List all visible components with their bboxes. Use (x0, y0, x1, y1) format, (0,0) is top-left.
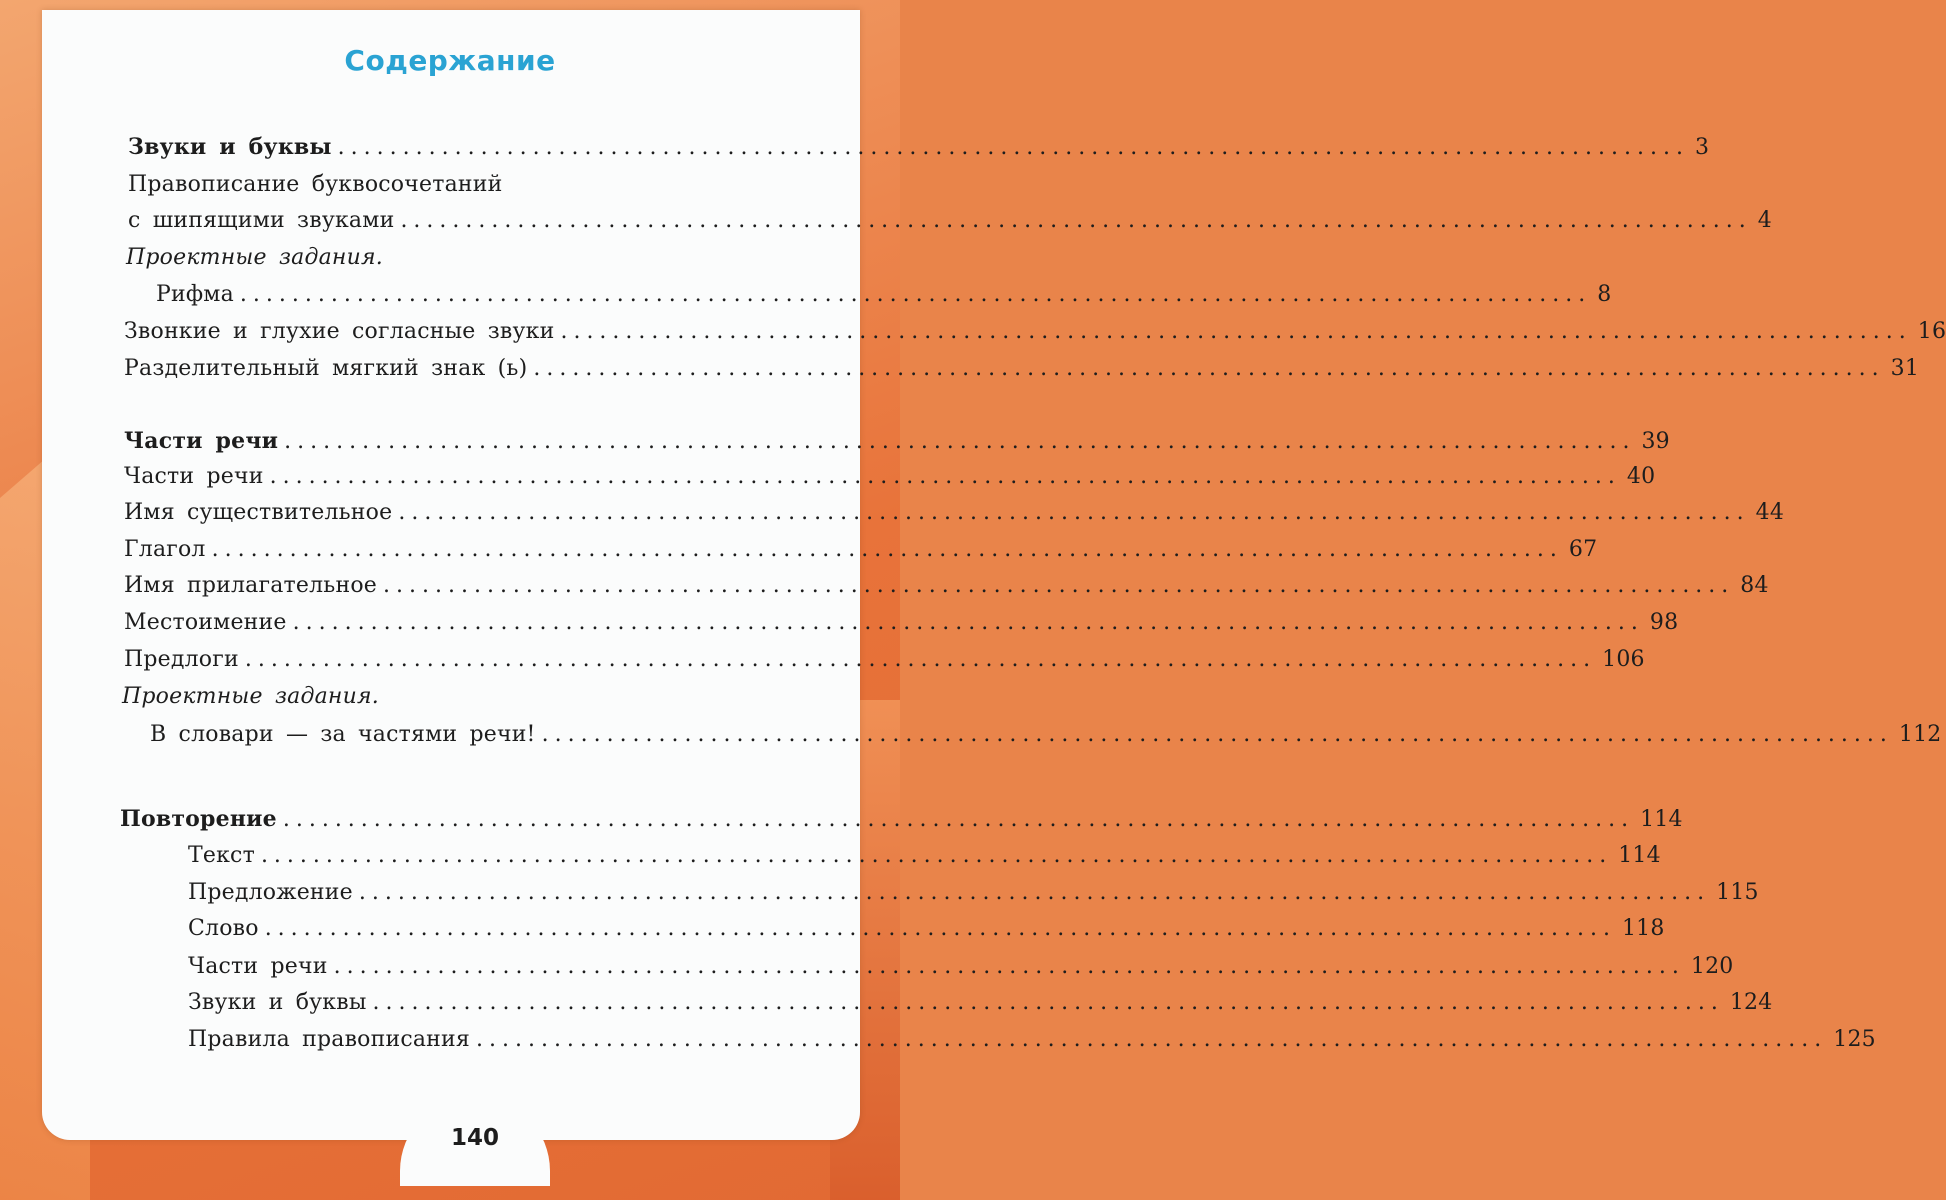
toc-entry[interactable] (124, 535, 1598, 565)
toc-entry[interactable] (188, 988, 1773, 1018)
toc-leader-dots: ........................................................................................................ (284, 429, 1636, 454)
toc-entry[interactable] (124, 462, 1656, 492)
page-title: Содержание (344, 44, 556, 77)
toc-entry-title: Правила правописания (188, 1027, 470, 1052)
toc-entry-title: Предложение (188, 880, 353, 905)
toc-entry-title: Звуки и буквы (128, 134, 332, 160)
toc-entry[interactable] (188, 1025, 1876, 1055)
toc-entry-title: Звуки и буквы (188, 990, 367, 1015)
toc-leader-dots: ........................................................................................................ (541, 722, 1893, 747)
toc-entry-title: Повторение (120, 806, 277, 832)
toc-entry-page: 39 (1641, 429, 1670, 454)
toc-leader-dots: ........................................................................................................ (400, 208, 1752, 233)
toc-leader-dots: ........................................................................................................ (337, 135, 1689, 160)
toc-leader-dots: ........................................................................................................ (533, 356, 1885, 381)
toc-leader-dots: ........................................................................................................ (211, 537, 1563, 562)
toc-entry-title: Имя существительное (124, 500, 393, 525)
toc-entry-page: 112 (1898, 722, 1942, 747)
toc-entry-title: Части речи (124, 428, 279, 454)
page-number: 140 (450, 1125, 499, 1151)
toc-entry[interactable] (128, 206, 1772, 236)
toc-entry[interactable] (124, 645, 1645, 675)
toc-entry-page: 67 (1568, 537, 1598, 562)
toc-leader-dots: ........................................................................................................ (292, 610, 1644, 635)
toc-entry[interactable] (188, 841, 1661, 871)
toc-entry[interactable] (128, 132, 1710, 162)
toc-entry-page: 8 (1597, 282, 1612, 307)
toc-entry-page: 118 (1621, 916, 1665, 941)
toc-leader-dots: ........................................................................................................ (398, 500, 1750, 525)
toc-entry-title: Текст (188, 843, 255, 868)
toc-entry[interactable] (124, 354, 1920, 384)
toc-leader-dots: ........................................................................................................ (260, 843, 1613, 868)
toc-entry-title: В словари — за частями речи! (150, 722, 536, 747)
toc-entry-title: Предлоги (124, 647, 239, 672)
toc-entry-page: 124 (1729, 990, 1773, 1015)
toc-entry-page: 115 (1716, 880, 1759, 905)
toc-entry[interactable] (188, 952, 1734, 982)
toc-entry-page: 106 (1602, 647, 1645, 672)
toc-entry-page: 114 (1640, 807, 1683, 832)
toc-leader-dots: ........................................................................................................ (239, 282, 1592, 307)
toc-leader-dots: ........................................................................................................ (282, 807, 1635, 832)
toc-project-heading: Проектные задания. (126, 245, 383, 270)
toc-entry-page: 4 (1757, 208, 1772, 233)
toc-entry[interactable] (124, 498, 1785, 528)
toc-leader-dots: ........................................................................................................ (264, 916, 1616, 941)
toc-entry-title: Разделительный мягкий знак (ь) (124, 356, 528, 381)
toc-entry-title: Слово (188, 916, 259, 941)
toc-project-heading: Проектные задания. (122, 684, 379, 709)
toc-entry-page: 16 (1917, 319, 1946, 344)
toc-entry-page: 125 (1833, 1027, 1876, 1052)
toc-entry-page: 98 (1649, 610, 1679, 635)
toc-leader-dots: ........................................................................................................ (333, 954, 1685, 979)
toc-entry-page: 44 (1755, 500, 1785, 525)
toc-entry[interactable] (124, 608, 1679, 638)
toc-entry[interactable] (124, 317, 1946, 347)
toc-entry-page: 84 (1740, 573, 1769, 598)
toc-entry[interactable] (188, 914, 1665, 944)
toc-entry-title: Рифма (156, 282, 234, 307)
toc-entry-title: Глагол (124, 537, 206, 562)
toc-entry-page: 120 (1690, 954, 1734, 979)
toc-entry-page: 31 (1890, 356, 1920, 381)
toc-entry-title: Местоимение (124, 610, 287, 635)
toc-entry-page: 3 (1694, 135, 1710, 160)
toc-entry-title: Звонкие и глухие согласные звуки (124, 319, 555, 344)
toc-entry[interactable] (156, 280, 1612, 310)
toc-entry-title: Имя прилагательное (124, 573, 377, 598)
toc-leader-dots: ........................................................................................................ (372, 990, 1724, 1015)
toc-leader-dots: ........................................................................................................ (244, 647, 1597, 672)
toc-entry[interactable] (150, 720, 1942, 750)
toc-leader-dots: ........................................................................................................ (560, 319, 1912, 344)
toc-entry-title: Части речи (124, 464, 264, 489)
toc-entry[interactable] (120, 804, 1683, 834)
toc-entry-line[interactable]: Правописание буквосочетаний (128, 172, 503, 197)
toc-entry[interactable] (124, 426, 1670, 456)
toc-entry-page: 40 (1626, 464, 1656, 489)
toc-entry[interactable] (188, 878, 1759, 908)
toc-leader-dots: ........................................................................................................ (475, 1027, 1828, 1052)
toc-leader-dots: ........................................................................................................ (358, 880, 1711, 905)
toc-entry[interactable] (124, 571, 1769, 601)
toc-entry-page: 114 (1618, 843, 1661, 868)
toc-entry-title: с шипящими звуками (128, 208, 395, 233)
toc-leader-dots: ........................................................................................................ (383, 573, 1735, 598)
toc-leader-dots: ........................................................................................................ (269, 464, 1621, 489)
toc-entry-title: Части речи (188, 954, 328, 979)
